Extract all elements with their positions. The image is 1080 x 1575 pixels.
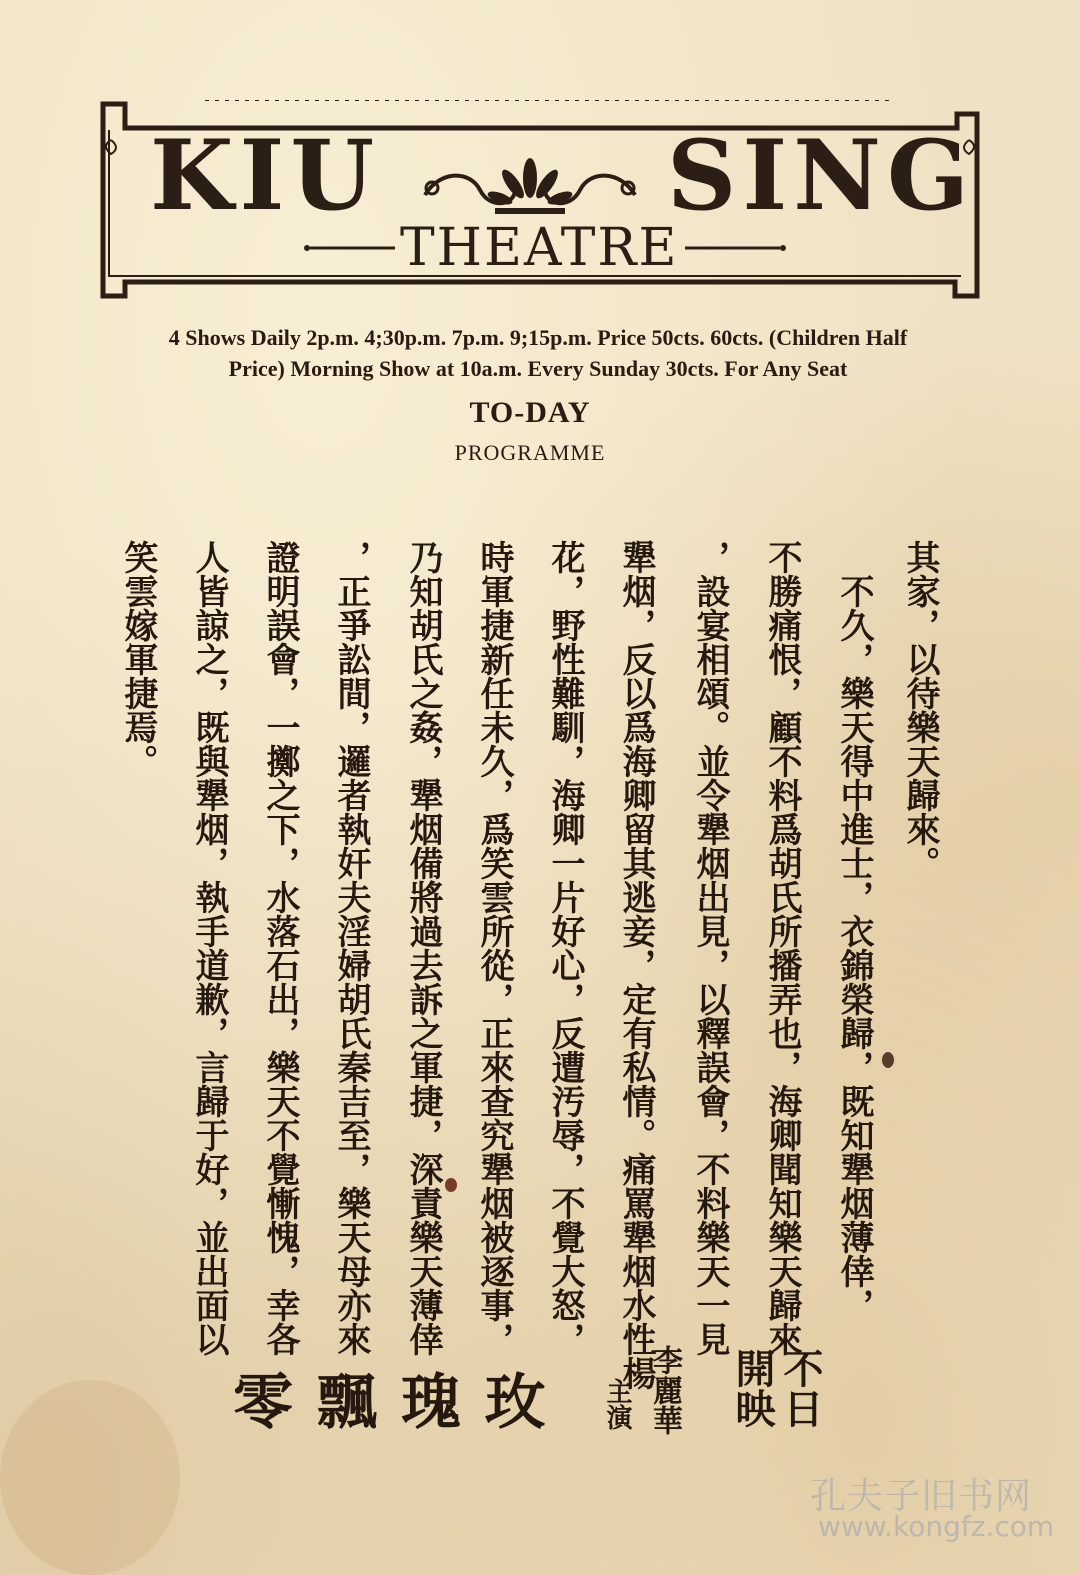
theatre-name-right: SING bbox=[667, 119, 975, 232]
synopsis-column-2: 不久，樂天得中進士，衣錦榮歸，既知犟烟薄倖， bbox=[834, 540, 874, 1322]
programme-heading: PROGRAMME bbox=[454, 440, 606, 465]
synopsis-column-6: 花，野性難馴，海卿一片好心，反遭汚辱，不覺大怒， bbox=[545, 540, 585, 1356]
ink-stain bbox=[882, 1052, 894, 1068]
theatre-name-left: KIU bbox=[150, 119, 381, 232]
synopsis-column-8: 乃知胡氏之姦，犟烟備將過去訴之軍捷，深責樂天薄倖 bbox=[403, 540, 443, 1356]
theatre-subtitle: THEATRE bbox=[400, 218, 679, 278]
age-stain bbox=[0, 1380, 180, 1575]
synopsis-column-5: 犟烟，反以爲海卿留其逃妾，定有私情。痛罵犟烟水性楊 bbox=[616, 540, 656, 1390]
coming-film-title-text: 玫瑰飄零 bbox=[233, 1368, 569, 1438]
synopsis-column-7: 時軍捷新任未久，爲笑雲所從，正來查究犟烟被逐事， bbox=[474, 540, 514, 1356]
synopsis-column-4: ，設宴相頌。並令犟烟出見，以釋誤會，不料樂天一見 bbox=[690, 540, 730, 1356]
watermark-url: www.kongfz.com bbox=[818, 1510, 1055, 1543]
synopsis-column-1: 其家，以待樂天歸來。 bbox=[900, 540, 940, 880]
coming-soon-label-1: 不日 bbox=[777, 1348, 823, 1428]
watermark-site-name: 孔夫子旧书网 bbox=[810, 1476, 1033, 1517]
synopsis-column-9: ，正爭訟間，邏者執奸夫淫婦胡氏秦吉至，樂天母亦來 bbox=[331, 540, 371, 1356]
synopsis-column-10: 證明誤會，一擲之下，水落石出，樂天不覺慚愧，幸各 bbox=[260, 540, 300, 1356]
starring-label: 主演 bbox=[602, 1378, 632, 1430]
schedule-line-1: 4 Shows Daily 2p.m. 4;30p.m. 7p.m. 9;15p.m. Price 50cts. 60cts. (Children Half bbox=[168, 325, 908, 350]
synopsis-column-12: 笑雲嫁軍捷焉。 bbox=[118, 540, 158, 778]
schedule-line-2: Price) Morning Show at 10a.m. Every Sunday 30cts. For Any Seat bbox=[228, 356, 848, 381]
synopsis-column-3: 不勝痛恨，顧不料爲胡氏所播弄也，海卿聞知樂天歸來 bbox=[762, 540, 802, 1356]
today-heading: TO-DAY bbox=[469, 396, 591, 429]
show-schedule bbox=[78, 322, 998, 384]
ink-stain bbox=[445, 1178, 457, 1192]
coming-soon-label-2: 開映 bbox=[729, 1348, 775, 1428]
theatre-header-frame bbox=[95, 100, 985, 310]
starring-actress: 李麗華 bbox=[647, 1345, 682, 1435]
coming-film-title bbox=[233, 1355, 569, 1441]
synopsis-column-11: 人皆諒之，既與犟烟，執手道歉，言歸于好，並出面以 bbox=[189, 540, 229, 1356]
